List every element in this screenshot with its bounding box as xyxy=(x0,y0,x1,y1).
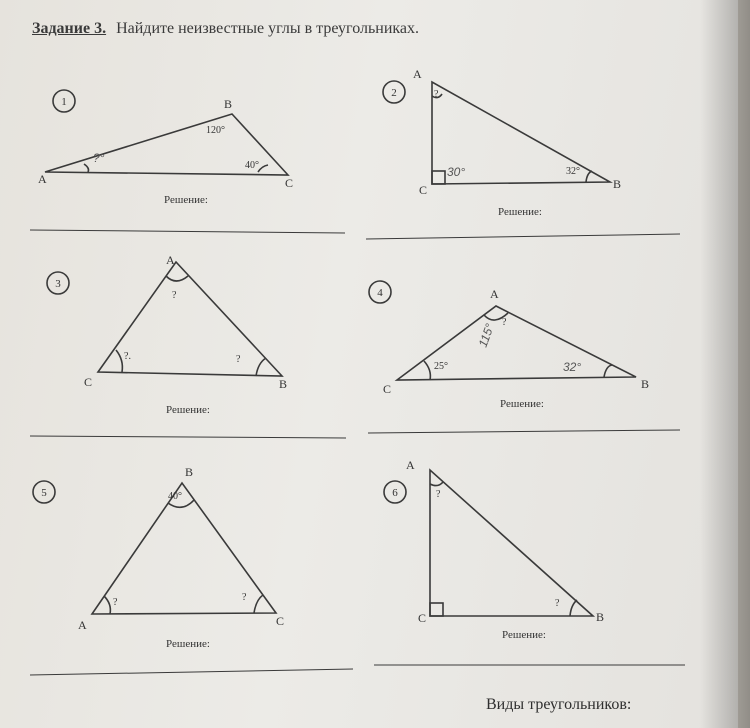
problem-number-2: 2 xyxy=(391,87,397,99)
task-text: Найдите неизвестные углы в треугольниках. xyxy=(116,20,420,37)
solution-label-3: Решение: xyxy=(166,404,210,416)
vertex-a-4: A xyxy=(490,287,499,301)
answer-line-2 xyxy=(366,234,680,239)
right-angle-mark-6 xyxy=(430,603,443,616)
vertex-c-4: C xyxy=(383,382,392,396)
angle-b-2: 32° xyxy=(566,166,580,177)
angle-c-3: ?. xyxy=(124,351,131,362)
triangle-types-heading: Виды треугольников: xyxy=(486,696,632,713)
angle-a-4: ? xyxy=(502,317,507,328)
angle-a-6: ? xyxy=(436,489,441,500)
angle-b-5: 40° xyxy=(168,491,182,502)
problem-number-6: 6 xyxy=(392,487,398,499)
triangle-5 xyxy=(92,483,276,614)
vertex-c-1: C xyxy=(285,176,294,190)
problem-number-5: 5 xyxy=(41,487,47,499)
answer-line-1 xyxy=(30,230,345,233)
vertex-c-6: C xyxy=(418,611,427,625)
handwritten-angle-a-1: ?° xyxy=(93,151,105,165)
right-angle-mark-2 xyxy=(432,171,445,184)
vertex-a-5: A xyxy=(78,618,87,632)
angle-a-5: ? xyxy=(113,597,118,608)
vertex-a-6: A xyxy=(406,458,415,472)
vertex-c-2: C xyxy=(419,183,428,197)
triangle-4 xyxy=(397,306,636,380)
angle-c-1: 40° xyxy=(245,160,259,171)
vertex-b-3: B xyxy=(279,377,288,391)
problem-number-4: 4 xyxy=(377,287,383,299)
solution-label-1: Решение: xyxy=(164,194,208,206)
vertex-c-3: C xyxy=(84,375,93,389)
angle-arc-c3 xyxy=(116,350,122,372)
angle-arc-c5 xyxy=(254,595,263,613)
angle-b-6: ? xyxy=(555,598,560,609)
angle-a-3: ? xyxy=(172,290,177,301)
angle-arc-c1 xyxy=(258,165,268,172)
solution-label-6: Решение: xyxy=(502,629,546,641)
angle-arc-a6 xyxy=(430,482,443,486)
angle-arc-c4 xyxy=(424,361,430,380)
vertex-a-3: A xyxy=(166,253,175,267)
angle-arc-b2 xyxy=(586,171,592,182)
vertex-b-2: B xyxy=(613,177,622,191)
angle-b-1: 120° xyxy=(206,125,225,136)
angle-arc-b4 xyxy=(604,365,612,377)
problem-number-1: 1 xyxy=(61,96,67,108)
answer-line-4 xyxy=(368,430,680,433)
solution-label-2: Решение: xyxy=(498,206,542,218)
solution-label-4: Решение: xyxy=(500,398,544,410)
answer-line-5 xyxy=(30,669,353,675)
angle-c-5: ? xyxy=(242,592,247,603)
vertex-b-6: B xyxy=(596,610,605,624)
angle-arc-b6 xyxy=(570,600,577,616)
angle-arc-a3 xyxy=(166,276,188,281)
angle-arc-a1 xyxy=(84,164,89,172)
angle-arc-b3 xyxy=(256,358,266,376)
vertex-c-5: C xyxy=(276,614,285,628)
angle-arc-a5 xyxy=(104,596,110,614)
vertex-b-1: B xyxy=(224,97,233,111)
angle-c-4: 25° xyxy=(434,361,448,372)
angle-b-3: ? xyxy=(236,354,241,365)
task-label: Задание 3. xyxy=(32,20,107,37)
vertex-a-2: A xyxy=(413,67,422,81)
angle-a-2: ? xyxy=(434,89,439,100)
handwritten-angle-a-4: 115° xyxy=(475,321,498,350)
vertex-b-4: B xyxy=(641,377,650,391)
vertex-a-1: A xyxy=(38,172,47,186)
handwritten-angle-c-2: 30° xyxy=(447,165,466,179)
triangle-6 xyxy=(430,470,593,616)
answer-line-3 xyxy=(30,436,346,438)
vertex-b-5: B xyxy=(185,465,194,479)
problem-number-3: 3 xyxy=(55,278,61,290)
handwritten-angle-b-4: 32° xyxy=(563,360,582,374)
solution-label-5: Решение: xyxy=(166,638,210,650)
